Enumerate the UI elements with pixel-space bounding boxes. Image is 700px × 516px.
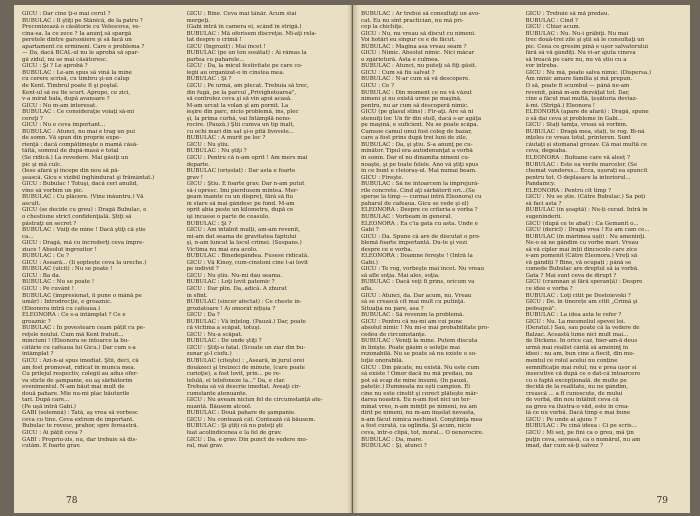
text-line: (Eleonora intră cu cafeaua.) bbox=[22, 305, 101, 312]
text-line: BUBULAC : Ar trebui să consultaţi un avo- bbox=[361, 11, 481, 17]
text-line: BUBULAC : Nu. Nu-i grăbiţi. Nu mai bbox=[525, 30, 629, 37]
text-line: tăită, somnul de după-masă e total bbox=[22, 148, 119, 155]
text-line: ral, mai grav. bbox=[186, 443, 224, 450]
text-line: cina-sa. Ia ce zece ? Ia anunţ să spargă bbox=[22, 30, 132, 37]
text-line: cu o faptă excepțională. de multe pe bbox=[525, 377, 627, 384]
text-line: ideei : nu am, bun cine a fiecit, din mo- bbox=[525, 351, 635, 358]
text-line: mentul ce rolul acelui nu conține bbox=[525, 357, 618, 364]
text-line: BUBULAC : Binedegândea. Fusese ridicată. bbox=[186, 253, 309, 260]
text-line: GICU : Din păcate, nu există. Nu este cum bbox=[361, 364, 480, 371]
text-line: GICU : Dar plin. Da, adică. A zburat bbox=[186, 285, 287, 292]
text-line: BUBULAC (citeşte) : „Aseară, în jurul orei bbox=[186, 357, 305, 364]
text-line: GABI : Propriu-zis, nu, dar trebuie să dis- bbox=[22, 436, 138, 443]
text-line: Ne-o să ne gândim cu vorbe mari. Vreau bbox=[525, 240, 639, 247]
text-line: îşi încasse o parte de ceasulo. bbox=[186, 213, 270, 220]
text-line: rezonabilă. Nu se poate să nu existe o so- bbox=[361, 351, 477, 358]
text-line: v-a mirat bala, după avansare ? bbox=[22, 96, 110, 103]
text-line: GICU : Mi seț, pe fini ca o greu, mă ţin bbox=[525, 430, 634, 436]
text-line: cu ochi mari din sat şi-o pită livovele... bbox=[186, 128, 294, 135]
text-line: cine a făcut mai multă, țeșătoria deviaz- bbox=[525, 96, 638, 103]
text-line: BUBULAC : A murit pe loc ? bbox=[186, 135, 266, 142]
text-line: să existe ! Omor dacă nu mă predau, nu bbox=[361, 371, 473, 378]
text-line: în linişte. Poate găsim o soluţie mai bbox=[361, 344, 460, 351]
text-line: tă ce nu vorbă. Dacă timp e mai bune bbox=[525, 410, 631, 417]
text-line: întâmplat ? bbox=[22, 351, 54, 358]
text-line: GICU : Pentru că nu-mi am cui pune bbox=[361, 318, 463, 325]
text-line: pe maşină, e suficient. Nu se poate scăpa. bbox=[361, 122, 479, 129]
text-line: gă zidul, nu se mai căsătoresc. bbox=[22, 56, 108, 63]
right-page-column-2 bbox=[526, 11, 683, 491]
text-line: GICU : Nu m-am interesat. bbox=[22, 102, 97, 109]
text-line: ieşire din parc, nicio problemă, îns, plec bbox=[186, 109, 299, 116]
text-line: GICU : Ba da. bbox=[22, 272, 61, 279]
text-line: comede Bubulac are dreptul să ia vorbă. bbox=[525, 266, 639, 273]
text-line: GICU : Da, la micul festivitate pe care co- bbox=[186, 63, 303, 70]
text-line: minător. Tipul era autodenunţat a vorbă bbox=[361, 148, 473, 155]
text-line: care a fost prins după trei luni de zile. bbox=[361, 135, 468, 142]
text-line: GICU : Ai pățit ceva ? bbox=[22, 430, 83, 436]
text-line: BUBULAC : Şi ? bbox=[186, 220, 232, 227]
text-line: GICU : Pe unde ai ajuns ? bbox=[525, 416, 597, 423]
text-line: geam înainte cu un dispreț, fără să fiu bbox=[186, 194, 294, 201]
text-line: Gabi.) bbox=[361, 259, 378, 266]
left-page-column-1 bbox=[22, 11, 179, 491]
text-line: GICU : Nu se știe. (Către Bubulac.) Sa poți bbox=[525, 194, 646, 201]
text-line: BUBULAC : Cind ? bbox=[525, 17, 578, 24]
text-line: Am nimic amare familia și mă prepun. bbox=[525, 76, 633, 83]
text-line: luţie onorabilă. bbox=[361, 357, 404, 364]
text-line: v-am pomenit (Către Eleonora.) Vreți să bbox=[525, 253, 638, 260]
text-line: BUBULAC (în șoaptă) : Nu-ți cerad. Intră în bbox=[525, 207, 648, 214]
text-line: urmă mai realist cântă să ameninţ în bbox=[525, 344, 629, 351]
right-page-column-1 bbox=[361, 11, 518, 491]
text-line: afla. bbox=[361, 285, 374, 292]
text-line: BUBULAC : De unde ştiţi ? bbox=[186, 338, 262, 345]
text-line: GICU (dericl) : Dragă vrea ! Eu am cam ce... bbox=[525, 227, 650, 234]
text-line: (Iese afară şi începe din nou să pă- bbox=[22, 168, 120, 175]
text-line: BUBULAC : Ce consideraţie voiaţi să-mi bbox=[22, 109, 135, 116]
text-line: de somn. Vă spun din proprie expe- bbox=[22, 135, 122, 142]
text-line: curioţie), a fost lovit, prin... pe re- bbox=[186, 371, 281, 378]
text-line: BUBULAC (în mărimea ușii) : Nu ameninţi. bbox=[525, 233, 646, 240]
text-line: BUBULAC : Este ea verile marcelor. (Se bbox=[525, 161, 638, 168]
text-line: GICU : Pentru că n-am oprit ! Am mers mai bbox=[186, 155, 308, 162]
text-line: GICU : Trebuie să mă predau. bbox=[525, 11, 610, 17]
text-line: GICU : Da. Spune că are de discutat o pro- bbox=[361, 233, 481, 240]
text-line: GICU : Pe cuvânt ! bbox=[22, 285, 74, 292]
text-line: ascult. bbox=[22, 200, 41, 207]
text-line: absolut nimic ! Nu mi-e mai probabilitate pro- bbox=[361, 325, 490, 332]
text-line: BUBULAC : Îl ştiţi pe Stănică, de la patru ? bbox=[22, 17, 143, 24]
text-line: evenimentul. N-am băut mai mult de bbox=[22, 384, 125, 391]
text-line: GICU : Şi ? Le aprobă ? bbox=[22, 63, 88, 70]
text-line: în somn. Dar el nu dinamita nimeni cu- bbox=[361, 155, 470, 162]
text-line: BUBULAC : Dacă veţi fi prins, oricum va bbox=[361, 279, 475, 286]
text-line: Situaţia nu pare, asa ? bbox=[361, 305, 424, 312]
text-line: să vă cipler mai înții dincocolo care zice bbox=[525, 246, 638, 253]
text-line: trec două-trei zile şi ştii să le consultaţi un bbox=[525, 37, 645, 44]
text-line: GABI (solemnă) : Tată, aş vrea să vorbesc bbox=[22, 410, 139, 417]
text-line: BUBULAC : N-ar cum să vă descopere. bbox=[361, 76, 470, 83]
text-line: de Kent. Timbrul poate fi şi poştal. bbox=[22, 83, 119, 90]
left-page-column-2 bbox=[187, 11, 344, 491]
text-line: BUBULAC : Loţi lovit patemic ? bbox=[186, 279, 275, 286]
text-line: o chestiune strict confidenţială. Ştiţi să bbox=[22, 213, 132, 220]
text-line: telulă, el telefoneze la..." Da, e clar. bbox=[186, 377, 286, 384]
text-line: puţin ceva, seroasă, ca o numărul, nu am bbox=[525, 436, 641, 443]
text-line: BUBULAC : Loţi citit pe Dostoievski ? bbox=[525, 292, 631, 299]
text-line: GICU : Nu e ceva important... bbox=[22, 122, 106, 129]
text-line: rile concrete. Cind aţi sărbătorit ori...(Se bbox=[361, 187, 476, 194]
text-line: cereţi ? bbox=[22, 115, 43, 122]
text-line: şi, n-am luncat la locul crimei. (Suspans.) bbox=[186, 240, 302, 247]
text-line: Cumsoe camul unui fost coleg de bazar, bbox=[361, 128, 472, 135]
text-line: o să dai ceva și probleme în Gabi... bbox=[525, 115, 623, 122]
text-line: GICU : Nu ştiu. bbox=[186, 141, 230, 148]
text-line: BUBULAC : Cu plăcere. (Vine înăuntru.) Vă bbox=[22, 194, 144, 201]
text-line: rocire. (Pauză.) Ştii cumva un tip înalt, bbox=[186, 122, 295, 129]
text-line: M-am urcat la volan şi am pornit. La bbox=[186, 102, 289, 109]
text-line: paharul de cafeaua. Gicu se vede şi el) bbox=[361, 200, 469, 207]
text-line: BUBULAC : Vuiţi de mine ! Dacă ştiţi că știe bbox=[22, 227, 146, 234]
text-line: în stare să mai gândesc pe fond. M-am bbox=[186, 200, 295, 207]
text-line: cumstante atenuante. bbox=[186, 390, 248, 397]
text-line: GICU : Te rog, vorbeşte mai încet. Nu vreau bbox=[361, 266, 485, 273]
text-line: BUBULAC : La idea asta te refer ? bbox=[525, 312, 622, 319]
text-line: vino să vorbim un pic. bbox=[22, 187, 84, 194]
text-line: BUBULAC : Da, mare. bbox=[361, 436, 423, 443]
text-line: patetic.) Dumneata nu ești campion. Ei bbox=[361, 384, 471, 391]
text-line: GICU : Bine. Ceva mai tânăr. Acum stai bbox=[186, 11, 297, 17]
text-line: Gata ? Mai sunt ceva de dirupt ? bbox=[525, 272, 617, 279]
text-line: de Dickens. În orice caz, hier-am-ă deus bbox=[525, 338, 638, 345]
text-line: pic şi mă culc. bbox=[22, 161, 62, 168]
text-line: GICU : Cum să fiu salvat ? bbox=[361, 69, 435, 76]
text-line: Preconizează o căsătorie cu Velescova, ve- bbox=[22, 24, 141, 31]
text-line: ceva cu tine. Ceva extrem de important. bbox=[22, 416, 135, 423]
text-line: decidă de la realitate, nu ne gândim, bbox=[525, 384, 628, 391]
text-line: pic. Ceea ce gresim pînă e ușor salvatorului bbox=[525, 43, 648, 50]
text-line: ă-mi. (Strigă.) Eleonora ! bbox=[525, 102, 596, 109]
text-line: BUBULAC (sincer afectat) : Ce cheste in- bbox=[186, 299, 302, 306]
text-line: însecutive că după ce o dat-că întoarcere bbox=[525, 371, 641, 378]
text-line: că victima a scăpat, totuşi. bbox=[186, 325, 261, 332]
text-line: O să, poate fi scumbul — până ne-am bbox=[525, 83, 630, 90]
book-gutter bbox=[347, 5, 359, 513]
text-line: tat despre o crimă ! bbox=[186, 37, 242, 44]
text-line: BUBULAC : Le-am spus să vină la mine bbox=[22, 69, 132, 76]
text-line: să se crească cît mai mult cu putinţă. bbox=[361, 299, 466, 306]
text-line: apartament cu ermineni. Care e problema ? bbox=[22, 43, 145, 50]
text-line: zunar şi-l ciofu.) bbox=[186, 351, 232, 358]
text-line: luat acolindicenea e la fel de grav. bbox=[186, 430, 282, 436]
text-line: Gabi ? bbox=[361, 227, 379, 234]
text-line: ELEONORA (apare de afară) : Dragă, spune bbox=[525, 109, 649, 116]
text-line: blemă foarte importantă. Du-te şi vezi bbox=[361, 240, 467, 247]
text-line: (Deratul.) Sau, sau poate că la vedere de bbox=[525, 325, 640, 332]
text-line: pot să scap de mine însumi. (În pauză, bbox=[361, 377, 469, 384]
text-line: GICU : Atunci, da. Dar acum, nu. Vreau bbox=[361, 292, 472, 299]
text-line: ca... bbox=[22, 233, 34, 240]
text-line: imad, dar cum să-ţi salvez ? bbox=[525, 443, 603, 450]
text-line: BUBULAC : Şi, atunci ? bbox=[361, 443, 427, 450]
text-line: GICU : Nu. La mesmeliul spevei loi. bbox=[525, 318, 626, 325]
text-line: am fost promovat, ridicat în munca mea. bbox=[22, 364, 136, 371]
text-line: BUBULAC : Două pahare de şampanie. bbox=[186, 410, 296, 417]
text-line: BUBULAC : În povestearn ceam pățit cu pe- bbox=[22, 325, 146, 332]
text-line: chemat vanderes... Ecca, ușurați ea spuncit bbox=[525, 168, 648, 175]
text-line: BUBULAC : Mă oferisem discreţie. Mi-aţi rela- bbox=[186, 30, 317, 37]
text-line: GICU : Nu mă, poate salva nimic. (Dispersa.) bbox=[525, 69, 652, 76]
text-line: minat vreo, n-am mințit pe nimeni, nu am bbox=[361, 403, 478, 410]
text-line: GICU : Aseară... (Îi șoptește ceva la ureche.) bbox=[22, 259, 147, 266]
text-line: BUBULAC : Să ne întoarcem la imprejură- bbox=[361, 181, 480, 188]
text-line: BUBULAC : Să revenim la problemă. bbox=[361, 312, 464, 319]
text-line: cedeu de circumstanțe. bbox=[361, 331, 427, 338]
text-line: GICU (cramnan și fără speranță) : Despre bbox=[525, 279, 643, 286]
text-line: ELEONORA : Doamne fereşte ! (Intră la bbox=[361, 253, 473, 260]
text-line: (Se ridică.) La revedere. Mai găsiţi un bbox=[22, 155, 129, 162]
text-line: GICU : Pe urmă, am plecat. Trebuia să trec, bbox=[186, 83, 309, 90]
text-line: BUBULAC : Şi ştiți că nu puteţi şti bbox=[186, 423, 283, 430]
text-line: darea noastră. Eu n-am fost nici un ter- bbox=[361, 397, 471, 404]
text-line: ELEONORA : Pentru cît timp ? bbox=[525, 187, 612, 194]
text-line: GICU : Ştiu. E foarte grav. Dar n-am putut bbox=[186, 181, 305, 188]
text-line: Bubulac te rovesc, prahor, spre fereastră. bbox=[22, 423, 139, 430]
text-line: peretele dintre garsoniere şi să facă un bbox=[22, 37, 132, 44]
text-line: Trebuia să vă descrie imediat. Aveaţi cir- bbox=[186, 384, 301, 391]
text-line: BUBULAC (orișolat) : Dar asta e foarte bbox=[186, 168, 296, 175]
text-line: Cu prilejul respectiv, colegii au adus ofer- bbox=[22, 371, 139, 378]
text-line: douăzeci şi treizeci de minute, (care poate bbox=[186, 364, 305, 371]
text-line: ziuce ! Absolut îngrozitor ! bbox=[22, 246, 97, 253]
page-number: 78 bbox=[66, 496, 78, 506]
text-line: mergeţi. bbox=[186, 17, 211, 24]
text-line: stenuiţi lor. Un fir din stoll, dacă s-ar agăţa bbox=[361, 115, 481, 122]
text-line: minciuni ! (Eleonora se întoarce la bu- bbox=[22, 338, 130, 345]
text-line: să faci asta ? bbox=[525, 200, 562, 207]
text-line: noaşte, şi pe toate felele. Ano vă ştiţi spus bbox=[361, 161, 479, 168]
text-line: GICU : Ce ? bbox=[361, 83, 394, 90]
text-line: fără să vă gândiți. Nu vi-ar ajuta cineva bbox=[525, 50, 636, 57]
text-line: BUBULAC : Nu se poate ! bbox=[22, 279, 95, 286]
text-line: în sfînt. bbox=[186, 292, 208, 299]
text-line: GICU : Nu aveam niciun fel de circumstanță ate- bbox=[186, 397, 323, 404]
text-line: GICU : Ştiţi-o fatal. (Scoate un ziar din bu- bbox=[186, 344, 306, 351]
text-line: — Da, dacă BCAL-ul nu le aprobă să spar- bbox=[22, 50, 140, 57]
text-line: cat. Eu nu sînt practician, nu mă pri- bbox=[361, 17, 464, 24]
text-line: GICU : Stați tamţa, vreau să vorbim. bbox=[525, 122, 628, 129]
text-line: a fost curată, ca oglinda. Şi acum, nicio bbox=[361, 423, 472, 430]
text-line: nimeni şi nu există urme pe maşină, bbox=[361, 96, 462, 103]
text-line: GICU : Nimic. Absolut nimic. Nici măcar bbox=[361, 50, 475, 57]
text-line: două pahare. Mie nu-mi plac băuturile bbox=[22, 390, 130, 397]
text-line: GICU : Chiar acum. bbox=[525, 24, 581, 31]
text-line: o zgârietură. Asta e culmea. bbox=[361, 56, 440, 63]
text-line: BUBULAC : Vorbeam în general. bbox=[361, 213, 453, 220]
text-line: GICU : Nu ştiu. Nu-mi dau seama. bbox=[186, 272, 282, 279]
text-line: grav ! bbox=[186, 174, 203, 181]
text-line: GICU (se decide cu greu) : Dragă Bubulac, e bbox=[22, 207, 147, 214]
text-line: BUBULAC : Da, şi ştiu. S-a anunţ pe cu- bbox=[361, 141, 473, 148]
text-line: BUBULAC : Magina asa vreau seam ? bbox=[361, 43, 467, 50]
text-line: BUBULAC (impresionat, îi pune o mână pe bbox=[22, 292, 142, 299]
text-line: BUBULAC : Nu ştiţi ? bbox=[186, 148, 247, 155]
text-line: GICU : Fireşte. bbox=[361, 174, 404, 181]
text-line: GICU (după ce te abat) : Ca Gemanit o... bbox=[525, 220, 639, 227]
text-line: vă gândiți ? Bine, vă ocupați ; până se bbox=[525, 259, 632, 266]
text-line: BUBULAC : Atunci, nu mai e trag un pui bbox=[22, 128, 135, 135]
text-line: oprit abia peste un kilometru, după ce bbox=[186, 207, 294, 214]
text-line: GICU : Nu-a scăpat. bbox=[186, 331, 243, 338]
text-line: (Gabi intră în camera ei, scând în strigă.) bbox=[186, 24, 302, 31]
text-line: de vorbă, din nou întâlnit ceva că bbox=[525, 397, 619, 404]
text-line: ELEONORA : Ce s-a întâmplat ? Ce e bbox=[22, 312, 126, 319]
text-line: BUBULAC : Veniţi la mine. Putem discuta bbox=[361, 338, 478, 345]
text-line: dirit pe nimeni, nu m-am înșelat nevasta, bbox=[361, 410, 476, 417]
text-line: GICU : Dar cine ţi-o mai cerut ? bbox=[22, 11, 111, 17]
text-line: căutați și stomanal grozav. Că mai multă ce bbox=[525, 141, 647, 148]
text-line: legii au organizat-o în cinstea mea. bbox=[186, 69, 285, 76]
text-line: înțeles ce vreau totul, printeren. Sunt bbox=[525, 135, 631, 142]
text-line: despre ce e vorba. bbox=[361, 246, 413, 253]
text-line: sperșe la timp — curmai intră Eleonora) cu bbox=[361, 194, 482, 201]
text-line: Kent-ul să nu fie scurt. Apropo, ce zici, bbox=[22, 89, 131, 96]
text-line: GICU : Nu contează cât. Contează că băusem. bbox=[186, 416, 316, 423]
text-line: BUBULAC : Pe cină ideea : Ci pe scris... bbox=[525, 423, 637, 430]
text-line: în ce bunt e cleioraș-ul. Mai numai beam. bbox=[361, 168, 477, 175]
text-line: ce idee e vorba ? bbox=[525, 285, 573, 292]
text-line: groziatoare ! Ai omorât nițișia ? bbox=[186, 305, 276, 312]
right-page bbox=[353, 5, 690, 513]
text-line: mi-am dat seama de gravitatea faptului bbox=[186, 233, 297, 240]
text-line: GICU (Ingrozit) : Mai încet ! bbox=[186, 43, 266, 50]
text-line: şi, la prima curbă, vai Intâmplă neno- bbox=[186, 115, 292, 122]
text-line: BUBULAC : Dragă mea, stați, te rog. Bi-nă bbox=[525, 128, 645, 135]
text-line: Victima nu mai era acolo. bbox=[186, 246, 258, 253]
text-line: cu cerere scrisă, cu timbru şi-un calup bbox=[22, 76, 130, 83]
text-line: cep la chichiţe. bbox=[361, 24, 404, 31]
text-line: ceva, degeaba. bbox=[525, 148, 568, 155]
text-line: ceva, într-o clipă, tot, moral... O nenorocire. bbox=[361, 430, 484, 436]
text-line: Pandamcy. bbox=[525, 181, 556, 188]
text-line: să afle soţia. Mai ales, soţia. bbox=[361, 272, 440, 279]
text-line: Voi hotărî eu singur ce e de făcut. bbox=[361, 37, 456, 44]
text-line: revenit, până m-am dezvățat tot. Dar, bbox=[525, 89, 630, 96]
text-line: GICU : Da. e grav. Din punct de vedere mo- bbox=[186, 436, 308, 443]
text-line: n-am făcut nimica nechinst. Conştiinţa mea bbox=[361, 416, 483, 423]
text-line: BUBULAC (ulcit) : Nu se poate ! bbox=[22, 266, 113, 273]
text-line: GICU : Da ? bbox=[186, 312, 220, 319]
text-line: pe individ ? bbox=[186, 266, 219, 273]
text-line: rienţă : dacă compătimeşte o mamă căsă- bbox=[22, 141, 138, 148]
text-line: GICU : Nu, nu vreau să discut cu nimeni. bbox=[361, 30, 476, 37]
left-page bbox=[14, 5, 352, 513]
text-line: GICU : De. în tinerețe am citit „Crimă şi bbox=[525, 299, 638, 306]
text-line: ELEONORA : Despre ce criteria e vorba ? bbox=[361, 207, 478, 214]
text-line: (Pe ușă intră Gabi.) bbox=[22, 403, 76, 410]
text-line: GICU : Dragă, mă cu încrederţi ceva împre- bbox=[22, 240, 145, 247]
text-line: BUBULAC (pe un ton sosătat) : Ai râmas la bbox=[186, 50, 307, 57]
text-line: BUBULAC : Atunci, nu puteţi să fiţi găsit. bbox=[361, 63, 477, 70]
page-number: 79 bbox=[656, 496, 668, 506]
text-line: din fugă, pe la parcul „Privighetoarea", bbox=[186, 89, 297, 96]
text-line: semnificaţie mai rolul, nu e prea ușor si bbox=[525, 364, 637, 371]
book-spread bbox=[14, 5, 690, 513]
text-line: nuantă. Băusem alcool. bbox=[186, 403, 252, 410]
text-line: GICU : Vă Kinoy, cum-cinstoni cine l-ai lovit bbox=[186, 259, 309, 266]
text-line: reţele noului. Cum mă Kent fratuit... bbox=[22, 331, 124, 338]
text-line: BUBULAC : Şi ? bbox=[186, 76, 232, 83]
text-line: GICU (pe glasul stins) : Fir-aţi. Are să ni bbox=[361, 109, 474, 116]
text-line: ELEONORA : Bufoane care vă aleeț ? bbox=[525, 155, 630, 162]
text-line: sugeninderii. bbox=[525, 213, 563, 220]
text-line: crească ... a fi cunoscute, de mului bbox=[525, 390, 623, 397]
text-line: cine nu este cinstit şi corect plătește măr- bbox=[361, 390, 479, 397]
text-line: pedeapsă". bbox=[525, 305, 557, 312]
text-line: groaznic ? bbox=[22, 318, 51, 325]
text-line: să controlez ceva şi să vin apoi acasă. bbox=[186, 96, 292, 103]
text-line: pentru tot. O deplasare la interiorul... bbox=[525, 174, 631, 181]
text-line: şească. Gicu e vizibil înghindurat şi frământat.) bbox=[22, 174, 155, 181]
text-line: să-i opresc. Imi pierdusem mintea. Mer- bbox=[186, 187, 299, 194]
text-line: GICU : Am întâlnit mulți, am-am revenit, bbox=[186, 227, 301, 234]
text-line: cătărie cu cafeaua lui Gicu.) Dar cum s-a bbox=[22, 344, 136, 351]
text-line: tari. După care... bbox=[22, 397, 70, 404]
text-line: GICU : Bubulac ! Totuşi, dacă ceri anulid, bbox=[22, 181, 139, 188]
text-line: GICU : Azi-n-ai spus imediat. Ştii, deci, că bbox=[22, 357, 139, 364]
text-line: va sticle de şampanie, eu aş sărbătorim bbox=[22, 377, 133, 384]
text-line: ea greu va ilustra-o văd, este în crea- bbox=[525, 403, 630, 410]
text-line: umăr) : Introdrecţie, e groaznic. bbox=[22, 299, 112, 306]
text-line: partea cu paharele... bbox=[186, 56, 245, 63]
text-line: Balzac. Această lume nici mult mai... bbox=[525, 331, 629, 338]
text-line: ELEONORA : Ea c'ia gata cu asta. Unde e bbox=[361, 220, 478, 227]
text-line: BUBULAC : Vă înțelog. (Pauză.) Dar, poate bbox=[186, 318, 306, 325]
text-line: cutăm. E foarte grav. bbox=[22, 443, 81, 450]
text-line: departe. bbox=[186, 161, 210, 168]
text-line: pentru, nu ar cum să descoperă nimic. bbox=[361, 102, 469, 109]
text-line: păstraţi un secret ? bbox=[22, 220, 77, 227]
text-line: să treacă pe care nu, nu vă știu cu a bbox=[525, 56, 627, 63]
text-line: vor întreba. bbox=[525, 63, 559, 70]
text-line: BUBULAC : Din moment ce nu vă văzut bbox=[361, 89, 472, 96]
text-line: BUBULAC : Ce ? bbox=[22, 253, 69, 260]
